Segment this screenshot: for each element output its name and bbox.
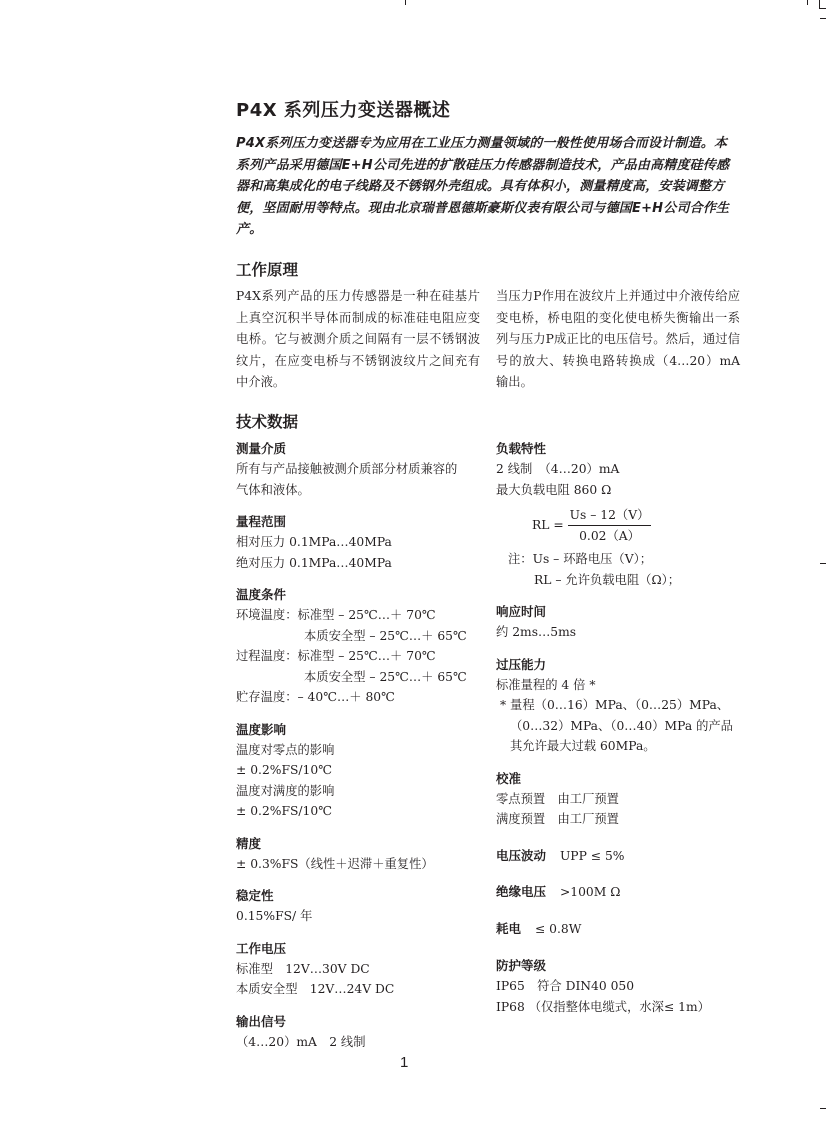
load-heading: 负载特性 bbox=[496, 441, 547, 456]
voltage-heading: 工作电压 bbox=[236, 940, 287, 956]
voltage-line: 标准型 12V…30V DC bbox=[236, 961, 370, 976]
crop-mark bbox=[819, 8, 826, 9]
overload-line: 标准量程的 4 倍 * bbox=[496, 677, 596, 692]
crop-mark bbox=[405, 0, 406, 5]
stability-heading: 稳定性 bbox=[236, 888, 274, 903]
specs-heading: 技术数据 bbox=[236, 413, 299, 431]
specs-left-column bbox=[236, 438, 480, 1063]
formula-lhs: RL = bbox=[532, 518, 564, 533]
influence-section bbox=[236, 719, 480, 822]
principle-heading: 工作原理 bbox=[236, 261, 299, 279]
overload-section bbox=[496, 654, 740, 757]
power-section bbox=[496, 919, 740, 940]
temp-env-is: 本质安全型 – 25℃…＋ 65℃ bbox=[304, 628, 467, 643]
voltage-section bbox=[236, 938, 480, 1000]
response-section bbox=[496, 601, 740, 643]
crop-mark bbox=[807, 0, 808, 5]
crop-mark bbox=[820, 563, 826, 564]
load-line: 最大负载电阻 860 Ω bbox=[496, 482, 612, 497]
temp-heading: 温度条件 bbox=[236, 587, 287, 602]
influence-line: 温度对满度的影响 bbox=[236, 783, 335, 798]
range-line: 绝对压力 0.1MPa…40MPa bbox=[236, 555, 392, 570]
load-note: RL – 允许负载电阻（Ω）； bbox=[534, 572, 681, 587]
load-section bbox=[496, 438, 740, 590]
intro-paragraph: P4X系列压力变送器专为应用在工业压力测量领域的一般性使用场合而设计制造。本系列产品采用德国E+H公司先进的扩散硅压力传感器制造技术，产品由高精度硅传感器和高集成化的电子线路及不锈钢外壳组成。具有体积小，测量精度高，安装调整方便，坚固耐用等特点。现由北京瑞普恩德斯豪斯仪表有限公司与德国E+H公司合作生产。 bbox=[236, 136, 730, 237]
specs-right-column bbox=[496, 438, 740, 1028]
formula-denominator: 0.02（A） bbox=[579, 529, 640, 543]
ripple-heading: 电压波动 bbox=[496, 847, 547, 863]
page-number: 1 bbox=[400, 1054, 409, 1071]
insulation-section bbox=[496, 882, 740, 903]
output-section bbox=[236, 1011, 480, 1053]
medium-section bbox=[236, 438, 480, 500]
page-title: P4X 系列压力变送器概述 bbox=[236, 100, 451, 121]
protection-section bbox=[496, 955, 740, 1017]
load-formula bbox=[532, 506, 740, 545]
power-value: ≤ 0.8W bbox=[534, 921, 582, 936]
medium-line: 所有与产品接触被测介质部分材质兼容的 bbox=[236, 462, 458, 476]
ripple-section bbox=[496, 846, 740, 867]
temp-env: 环境温度：标准型 – 25℃…＋ 70℃ bbox=[236, 608, 436, 622]
temp-proc-is: 本质安全型 – 25℃…＋ 65℃ bbox=[304, 669, 467, 684]
stability-section bbox=[236, 885, 480, 927]
protection-line: IP68 （仅指整体电缆式，水深≤ 1m） bbox=[496, 999, 710, 1014]
crop-mark bbox=[820, 18, 826, 19]
range-heading: 量程范围 bbox=[236, 514, 287, 529]
crop-mark bbox=[820, 1108, 826, 1109]
influence-heading: 温度影响 bbox=[236, 721, 287, 737]
influence-line: ± 0.2%FS/10℃ bbox=[236, 804, 332, 818]
output-line: （4…20）mA 2 线制 bbox=[236, 1034, 366, 1049]
influence-line: ± 0.2%FS/10℃ bbox=[236, 763, 332, 777]
power-heading: 耗电 bbox=[496, 920, 522, 936]
protection-line: IP65 符合 DIN40 050 bbox=[496, 979, 635, 993]
overload-footnote: * 量程（0…16）MPa、（0…25）MPa、（0…32）MPa、（0…40）MPa 的产品其允许最大过载 60MPa。 bbox=[500, 698, 733, 753]
overload-heading: 过压能力 bbox=[496, 656, 547, 672]
influence-line: 温度对零点的影响 bbox=[236, 742, 335, 757]
calib-line: 满度预置 由工厂预置 bbox=[496, 812, 619, 826]
response-line: 约 2ms…5ms bbox=[496, 625, 577, 639]
principle-left-text: P4X系列产品的压力传感器是一种在硅基片上真空沉积半导体而制成的标准硅电阻应变电桥。它与被测介质之间隔有一层不锈钢波纹片，在应变电桥与不锈钢波纹片之间充有中介液。 bbox=[236, 289, 480, 389]
calib-line: 零点预置 由工厂预置 bbox=[496, 791, 619, 806]
crop-mark bbox=[819, 0, 820, 8]
response-heading: 响应时间 bbox=[496, 604, 547, 619]
medium-heading: 测量介质 bbox=[236, 441, 287, 456]
voltage-line: 本质安全型 12V…24V DC bbox=[236, 982, 395, 996]
calib-heading: 校准 bbox=[496, 770, 522, 786]
accuracy-line: ± 0.3%FS（线性＋迟滞＋重复性） bbox=[236, 856, 434, 871]
insulation-heading: 绝缘电压 bbox=[496, 884, 547, 899]
protection-heading: 防护等级 bbox=[496, 958, 547, 973]
temp-proc: 过程温度：标准型 – 25℃…＋ 70℃ bbox=[236, 649, 436, 663]
temp-section bbox=[236, 584, 480, 708]
formula-numerator: Us – 12（V） bbox=[568, 506, 652, 526]
principle-right-text: 当压力P作用在波纹片上并通过中介液传给应变电桥，桥电阻的变化使电桥失衡输出一系列与压力P成正比的电压信号。然后，通过信号的放大、转换电路转换成（4…20）mA 输出。 bbox=[496, 289, 740, 389]
accuracy-section bbox=[236, 833, 480, 875]
range-line: 相对压力 0.1MPa…40MPa bbox=[236, 535, 392, 549]
output-heading: 输出信号 bbox=[236, 1013, 287, 1029]
insulation-value: >100M Ω bbox=[559, 885, 621, 899]
calib-section bbox=[496, 768, 740, 830]
ripple-value: UPP ≤ 5% bbox=[559, 848, 625, 863]
accuracy-heading: 精度 bbox=[236, 835, 262, 851]
range-section bbox=[236, 511, 480, 573]
load-note: 注：Us – 环路电压（V）； bbox=[508, 552, 653, 566]
stability-line: 0.15%FS/ 年 bbox=[236, 909, 313, 923]
temp-store: 贮存温度：– 40℃…＋ 80℃ bbox=[236, 690, 395, 704]
load-line: 2 线制 （4…20）mA bbox=[496, 462, 620, 476]
formula-fraction bbox=[568, 506, 652, 545]
medium-line: 气体和液体。 bbox=[236, 482, 310, 497]
